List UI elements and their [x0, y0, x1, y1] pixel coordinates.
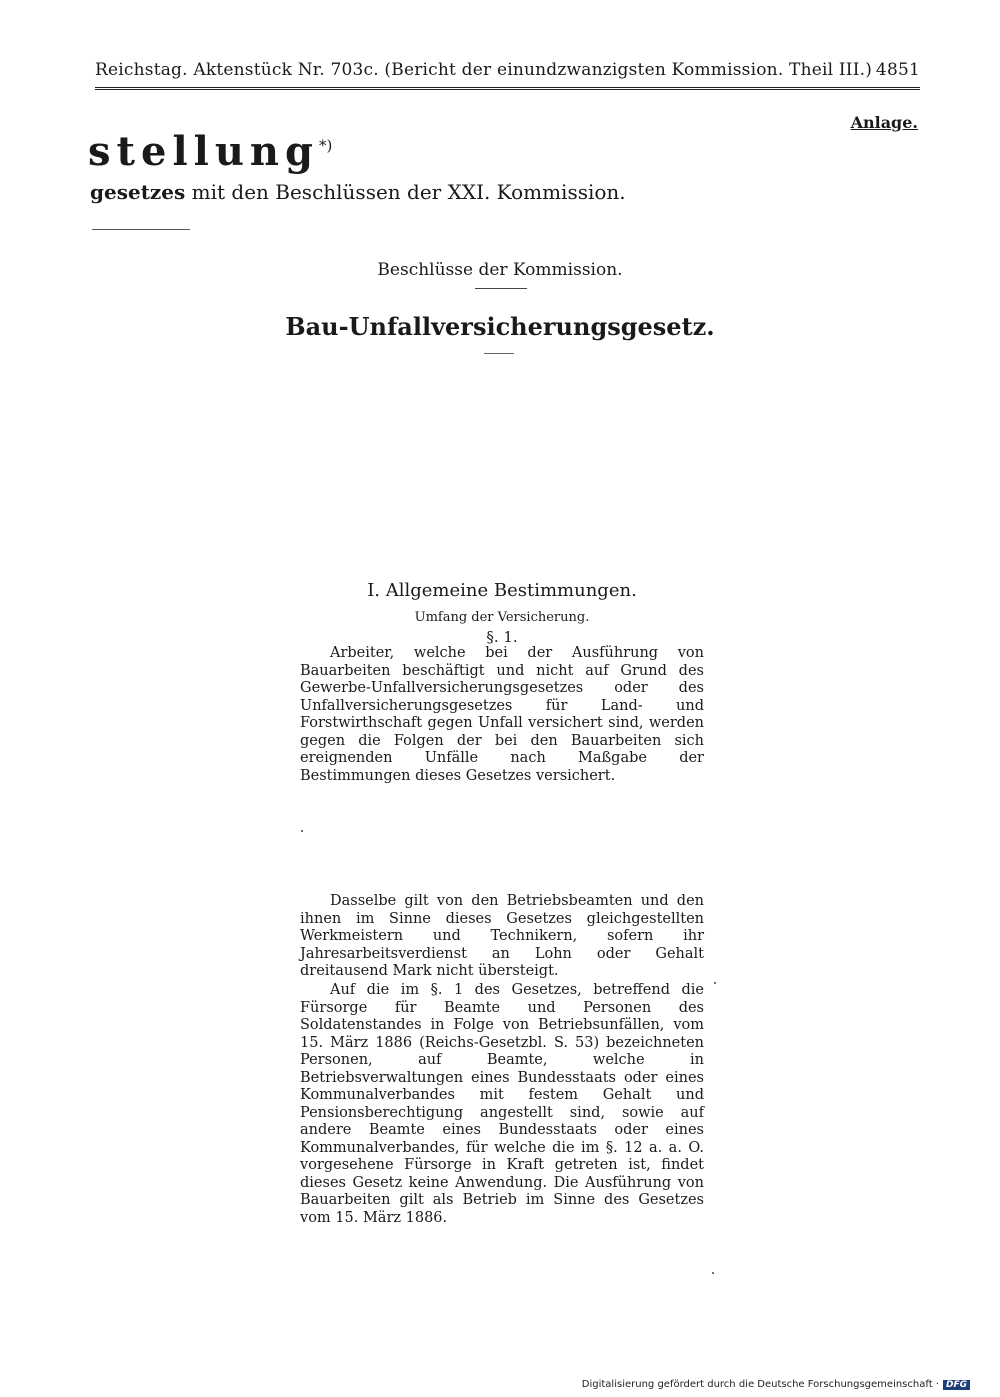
heading-rule — [475, 288, 527, 289]
footer-note-text: Digitalisierung gefördert durch die Deutsche Forschungsgemeinschaft — [581, 1379, 933, 1390]
section-heading: I. Allgemeine Bestimmungen. — [367, 580, 637, 601]
scan-speck — [712, 1272, 714, 1274]
section-subheading: Umfang der Versicherung. — [414, 610, 590, 625]
law-title: Bau-Unfallversicherungsgesetz. — [285, 312, 715, 341]
subtitle-rest: mit den Beschlüssen der XXI. Kommission. — [191, 180, 626, 204]
scan-speck — [714, 982, 716, 984]
law-title-rule — [484, 353, 514, 354]
title-footnote-mark: *) — [318, 136, 333, 155]
subtitle — [90, 180, 626, 204]
anlage-label: Anlage. — [850, 113, 918, 132]
paragraph-1: Arbeiter, welche bei der Ausführung von Bauarbeiten beschäftigt und nicht auf Grund des Gewerbe-Unfallversicherungsgesetzes oder des Unfallversicherungsgesetzes für Land- und Forstwirthschaft gegen Unfall versichert sind, werden gegen die Folgen der bei den Bauarbeiten sich ereignenden Unfälle nach Maßgabe der Bestimmungen dieses Gesetzes versichert. — [300, 645, 704, 784]
paragraph-3: Auf die im §. 1 des Gesetzes, betreffend die Fürsorge für Beamte und Personen des Soldatenstandes in Folge von Betriebsunfällen, vom 15. März 1886 (Reichs-Gesetzbl. S. 53) bezeichneten Personen, auf Beamte, welche in Betriebsverwaltungen eines Bundesstaats oder eines Kommunalverbandes mit festem Gehalt und Pensionsberechtigung angestellt sind, sowie auf andere Beamte eines Bundesstaats oder eines Kommunalverbandes, für welche die im §. 12 a. a. O. vorgesehene Fürsorge in Kraft getreten ist, findet dieses Gesetz keine Anwendung. Die Ausführung von Bauarbeiten gilt als Betrieb im Sinne des Gesetzes vom 15. März 1886. — [300, 982, 704, 1226]
dfg-logo: DFG — [943, 1380, 970, 1390]
running-header — [95, 60, 920, 80]
right-column-heading: Beschlüsse der Kommission. — [377, 260, 623, 280]
paragraph-number: §. 1. — [486, 628, 518, 646]
subtitle-bold-word: gesetzes — [90, 180, 186, 204]
title-fragment — [88, 128, 332, 175]
scan-speck — [301, 830, 303, 832]
page-number: 4851 — [875, 60, 920, 80]
title-fragment-text: stellung — [88, 128, 319, 175]
subtitle-rule — [92, 229, 190, 230]
paragraph-2: Dasselbe gilt von den Betriebsbeamten und den ihnen im Sinne dieses Gesetzes gleichgestellten Werkmeistern und Technikern, sofern ihr Jahresarbeitsverdienst an Lohn oder Gehalt dreitausend Mark nicht übersteigt. — [300, 893, 704, 979]
digitization-footer: Digitalisierung gefördert durch die Deutsche Forschungsgemeinschaft · DFG — [582, 1379, 970, 1390]
header-double-rule — [95, 87, 920, 90]
running-title: Reichstag. Aktenstück Nr. 703c. (Bericht der einundzwanzigsten Kommission. Theil III.) — [95, 60, 873, 80]
